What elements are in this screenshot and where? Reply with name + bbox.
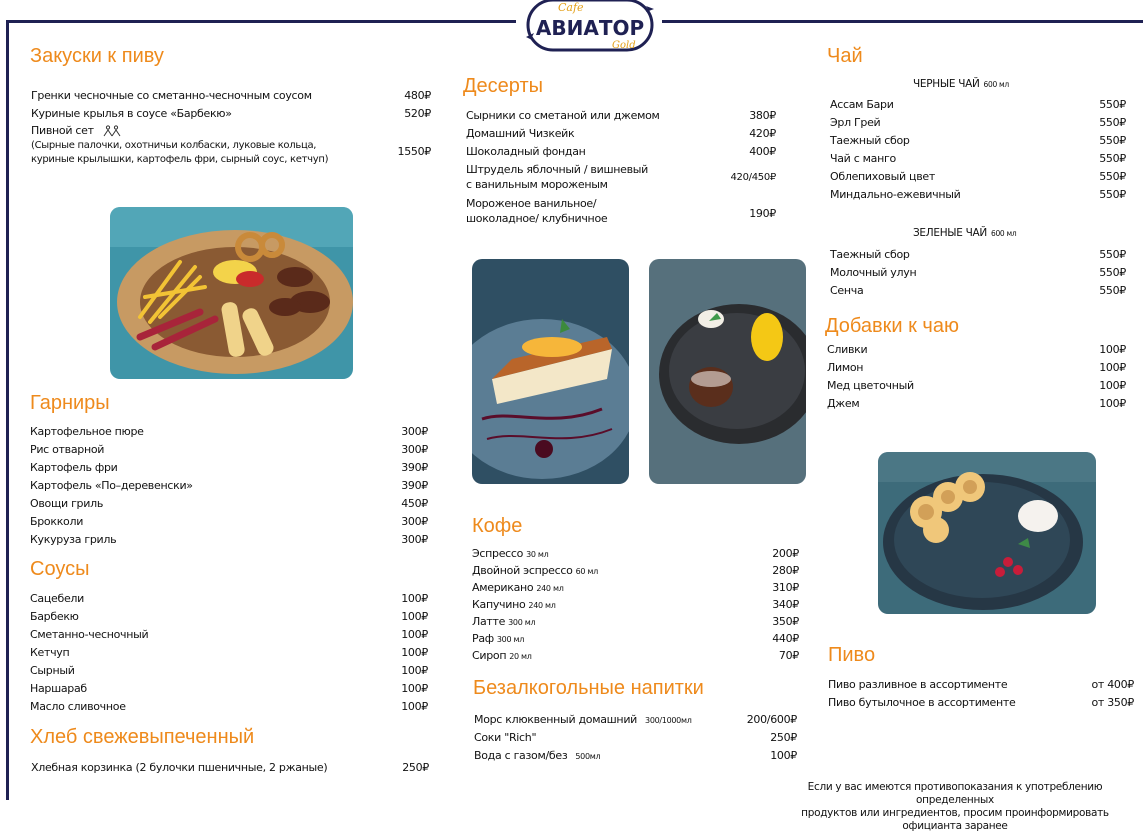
menu-list-snacks: [31, 87, 431, 167]
cafe-logo: [520, 0, 660, 52]
menu-item: Морс клюквенный домашний 300/1000мл 200/600₽: [474, 713, 797, 726]
menu-item: Барбекю 100₽: [30, 610, 428, 623]
menu-item: Таежный сбор 550₽: [830, 134, 1126, 147]
menu-list-garnish: [30, 423, 428, 549]
menu-item: Облепиховый цвет 550₽: [830, 170, 1126, 183]
menu-item: Соки "Rich" 250₽: [474, 731, 797, 744]
allergy-footnote: Если у вас имеются противопоказания к употреблению определенных продуктов или ингредиентов, просим проинформировать официанта заранее: [801, 781, 1109, 832]
menu-item: Сметанно-чесночный 100₽: [30, 628, 428, 641]
menu-item: Чай с манго 550₽: [830, 152, 1126, 165]
frame-left-line: [6, 20, 9, 800]
menu-item: Капучино 240 мл 340₽: [472, 598, 799, 611]
frame-top-line-left: [6, 20, 516, 23]
menu-item: Миндально-ежевичный 550₽: [830, 188, 1126, 201]
menu-item: Картофель «По–деревенски» 390₽: [30, 479, 428, 492]
menu-item: Вода с газом/без 500мл 100₽: [474, 749, 797, 762]
menu-item: Сырный 100₽: [30, 664, 428, 677]
section-title-coffee: Кофе: [472, 515, 523, 537]
svg-text:АВИАТОР: АВИАТОР: [535, 16, 645, 40]
section-title-tea-addons: Добавки к чаю: [825, 315, 959, 337]
frame-top-line-right: [662, 20, 1143, 23]
menu-item: Раф 300 мл 440₽: [472, 632, 799, 645]
menu-list-tea-addons: [827, 341, 1126, 413]
menu-item: Таежный сбор 550₽: [830, 248, 1126, 261]
menu-item: Сацебели 100₽: [30, 592, 428, 605]
menu-item: Наршараб 100₽: [30, 682, 428, 695]
menu-item: Сенча 550₽: [830, 284, 1126, 297]
section-title-bread: Хлеб свежевыпеченный: [30, 726, 255, 748]
section-title-tea: Чай: [827, 45, 863, 67]
svg-text:Cafe: Cafe: [558, 1, 584, 14]
menu-item: Эспрессо 30 мл 200₽: [472, 547, 799, 560]
tea-subheading-black: ЧЕРНЫЕ ЧАЙ 600 мл: [913, 78, 1009, 90]
menu-item: Домашний Чизкейк 420₽: [466, 127, 776, 140]
menu-item: Ассам Бари 550₽: [830, 98, 1126, 111]
menu-item: Куриные крылья в соусе «Барбекю» 520₽: [31, 107, 431, 120]
tea-subheading-green: ЗЕЛЕНЫЕ ЧАЙ 600 мл: [913, 227, 1017, 239]
menu-item: Двойной эспрессо 60 мл 280₽: [472, 564, 799, 577]
menu-item: Овощи гриль 450₽: [30, 497, 428, 510]
photo-syrniki: [878, 452, 1096, 614]
menu-item: Гренки чесночные со сметанно-чесночным соусом 480₽: [31, 89, 431, 102]
menu-item: Лимон 100₽: [827, 361, 1126, 374]
menu-item: Сироп 20 мл 70₽: [472, 649, 799, 662]
menu-item: Рис отварной 300₽: [30, 443, 428, 456]
menu-item: Джем 100₽: [827, 397, 1126, 410]
photo-cheesecake: [472, 259, 629, 484]
menu-item: Пиво разливное в ассортименте от 400₽: [828, 678, 1134, 691]
menu-item: Масло сливочное 100₽: [30, 700, 428, 713]
section-title-desserts: Десерты: [463, 75, 544, 97]
menu-item: Штрудель яблочный / вишневый с ванильным мороженым 420/450₽: [466, 163, 776, 191]
menu-list-coffee: [472, 545, 799, 664]
section-title-snacks: Закуски к пиву: [30, 45, 164, 67]
menu-item: Кукуруза гриль 300₽: [30, 533, 428, 546]
section-title-sauces: Соусы: [30, 558, 90, 580]
menu-list-beer: [828, 676, 1134, 712]
menu-item: Мороженое ванильное/ шоколадное/ клубничное 190₽: [466, 197, 776, 225]
svg-text:Gold: Gold: [612, 40, 636, 51]
menu-list-desserts: [466, 107, 776, 227]
photo-chocolate-fondant: [649, 259, 806, 484]
menu-list-sauces: [30, 590, 428, 716]
menu-item-description: (Сырные палочки, охотничьи колбаски, луковые кольца,: [31, 140, 317, 151]
menu-list-green-tea: [830, 246, 1126, 300]
section-title-soft-drinks: Безалкогольные напитки: [473, 677, 704, 699]
menu-item: Мед цветочный 100₽: [827, 379, 1126, 392]
menu-item: Брокколи 300₽: [30, 515, 428, 528]
menu-item: Американо 240 мл 310₽: [472, 581, 799, 594]
menu-item: Шоколадный фондан 400₽: [466, 145, 776, 158]
menu-item: Латте 300 мл 350₽: [472, 615, 799, 628]
menu-list-black-tea: [830, 96, 1126, 204]
menu-item: Сырники со сметаной или джемом 380₽: [466, 109, 776, 122]
menu-item: Картофельное пюре 300₽: [30, 425, 428, 438]
section-title-beer: Пиво: [828, 644, 876, 666]
menu-item: Эрл Грей 550₽: [830, 116, 1126, 129]
menu-list-soft-drinks: [474, 711, 797, 765]
people-icon: [103, 125, 121, 137]
menu-item: Молочный улун 550₽: [830, 266, 1126, 279]
menu-item: Кетчуп 100₽: [30, 646, 428, 659]
menu-item: Пиво бутылочное в ассортименте от 350₽: [828, 696, 1134, 709]
menu-item: Пивной сет: [31, 123, 431, 139]
menu-item: Картофель фри 390₽: [30, 461, 428, 474]
menu-item: Сливки 100₽: [827, 343, 1126, 356]
section-title-garnish: Гарниры: [30, 392, 110, 414]
menu-item-description: куриные крылышки, картофель фри, сырный соус, кетчуп) 1550₽: [31, 145, 431, 165]
menu-item: Хлебная корзинка (2 булочки пшеничные, 2 ржаные) 250₽: [31, 761, 429, 774]
photo-beer-snack-set: [110, 207, 353, 379]
menu-list-bread: [31, 759, 429, 777]
